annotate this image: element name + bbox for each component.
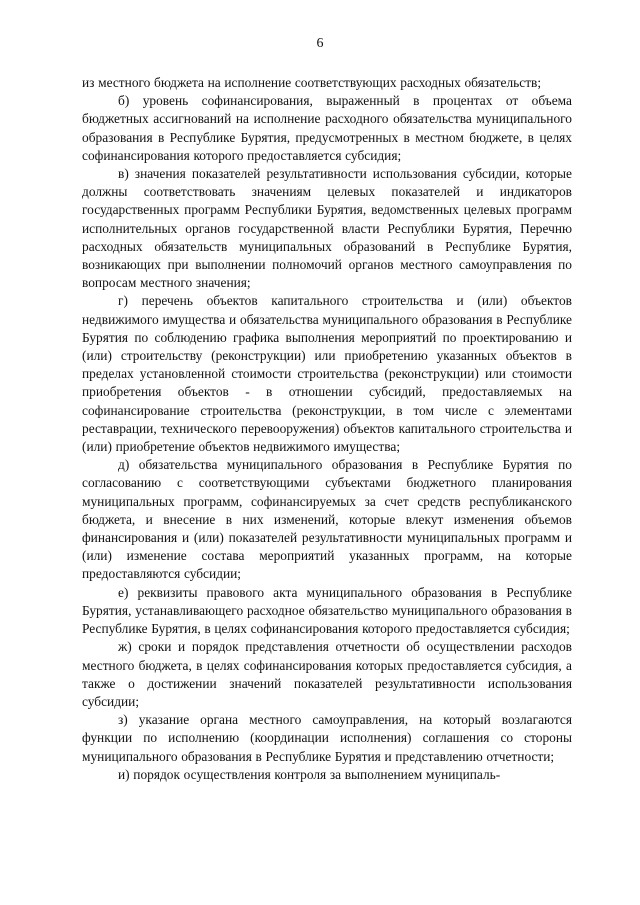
document-body (82, 74, 572, 784)
paragraph-item-b: б) уровень софинансирования, выраженный в процентах от объема бюджетных ассигнований на исполнение расходного обязательства муниципального образования в Республике Бурятия, предусмотренных в местном бюджете, в целях софинансирования которого предоставляется субсидия; (82, 93, 572, 163)
paragraph-item-zh: ж) сроки и порядок представления отчетности об осуществлении расходов местного бюджета, в целях софинансирования которых предоставляется субсидия, а также о достижении значений показателей результативности использования субсидии; (82, 639, 572, 709)
paragraph-item-v: в) значения показателей результативности использования субсидии, которые должны соответствовать значениям целевых показателей и индикаторов государственных программ Республики Бурятия, ведомственных целевых программ исполнительных органов государственной власти Республики Бурятия, Перечню расходных обязательств муниципальных образований в Республике Бурятия, возникающих при выполнении полномочий органов местного самоуправления по вопросам местного значения; (82, 166, 572, 291)
paragraph-item-z: з) указание органа местного самоуправления, на который возлагаются функции по исполнению (координации исполнения) соглашения со стороны муниципального образования в Республике Бурятия и представлению отчетности; (82, 712, 572, 764)
page-number: 6 (316, 36, 324, 51)
paragraph-item-e: е) реквизиты правового акта муниципального образования в Республике Бурятия, устанавливающего расходное обязательство муниципального образования в Республике Бурятия, в целях софинансирования которого предоставляется субсидия; (82, 584, 572, 637)
paragraph-item-i: и) порядок осуществления контроля за выполнением муниципаль- (118, 766, 501, 782)
paragraph-item-d: д) обязательства муниципального образования в Республике Бурятия по согласованию с соответствующими субъектами бюджетного планирования муниципальных программ, софинансируемых за счет средств республиканского бюджета, и внесение в них изменений, которые влекут изменения объемов финансирования и (или) показателей результативности муниципальных программ и (или) изменение состава мероприятий указанных программ, на которые предоставляются субсидии; (82, 457, 572, 582)
paragraph-continuation: из местного бюджета на исполнение соответствующих расходных обязательств; (82, 75, 542, 90)
paragraph-item-g: г) перечень объектов капитального строительства и (или) объектов недвижимого имущества и обязательства муниципального образования в Республике Бурятия по соблюдению графика выполнения мероприятий по проектированию и (или) строительству (реконструкции) или приобретению указанных объектов в пределах установленной стоимости строительства (реконструкции) или стоимости приобретения объектов - в отношении субсидий, предоставляемых на софинансирование строительства (реконструкции, в том числе с элементами реставрации, технического перевооружения) объектов капитального строительства и (или) приобретение объектов недвижимого имущества; (82, 293, 572, 455)
